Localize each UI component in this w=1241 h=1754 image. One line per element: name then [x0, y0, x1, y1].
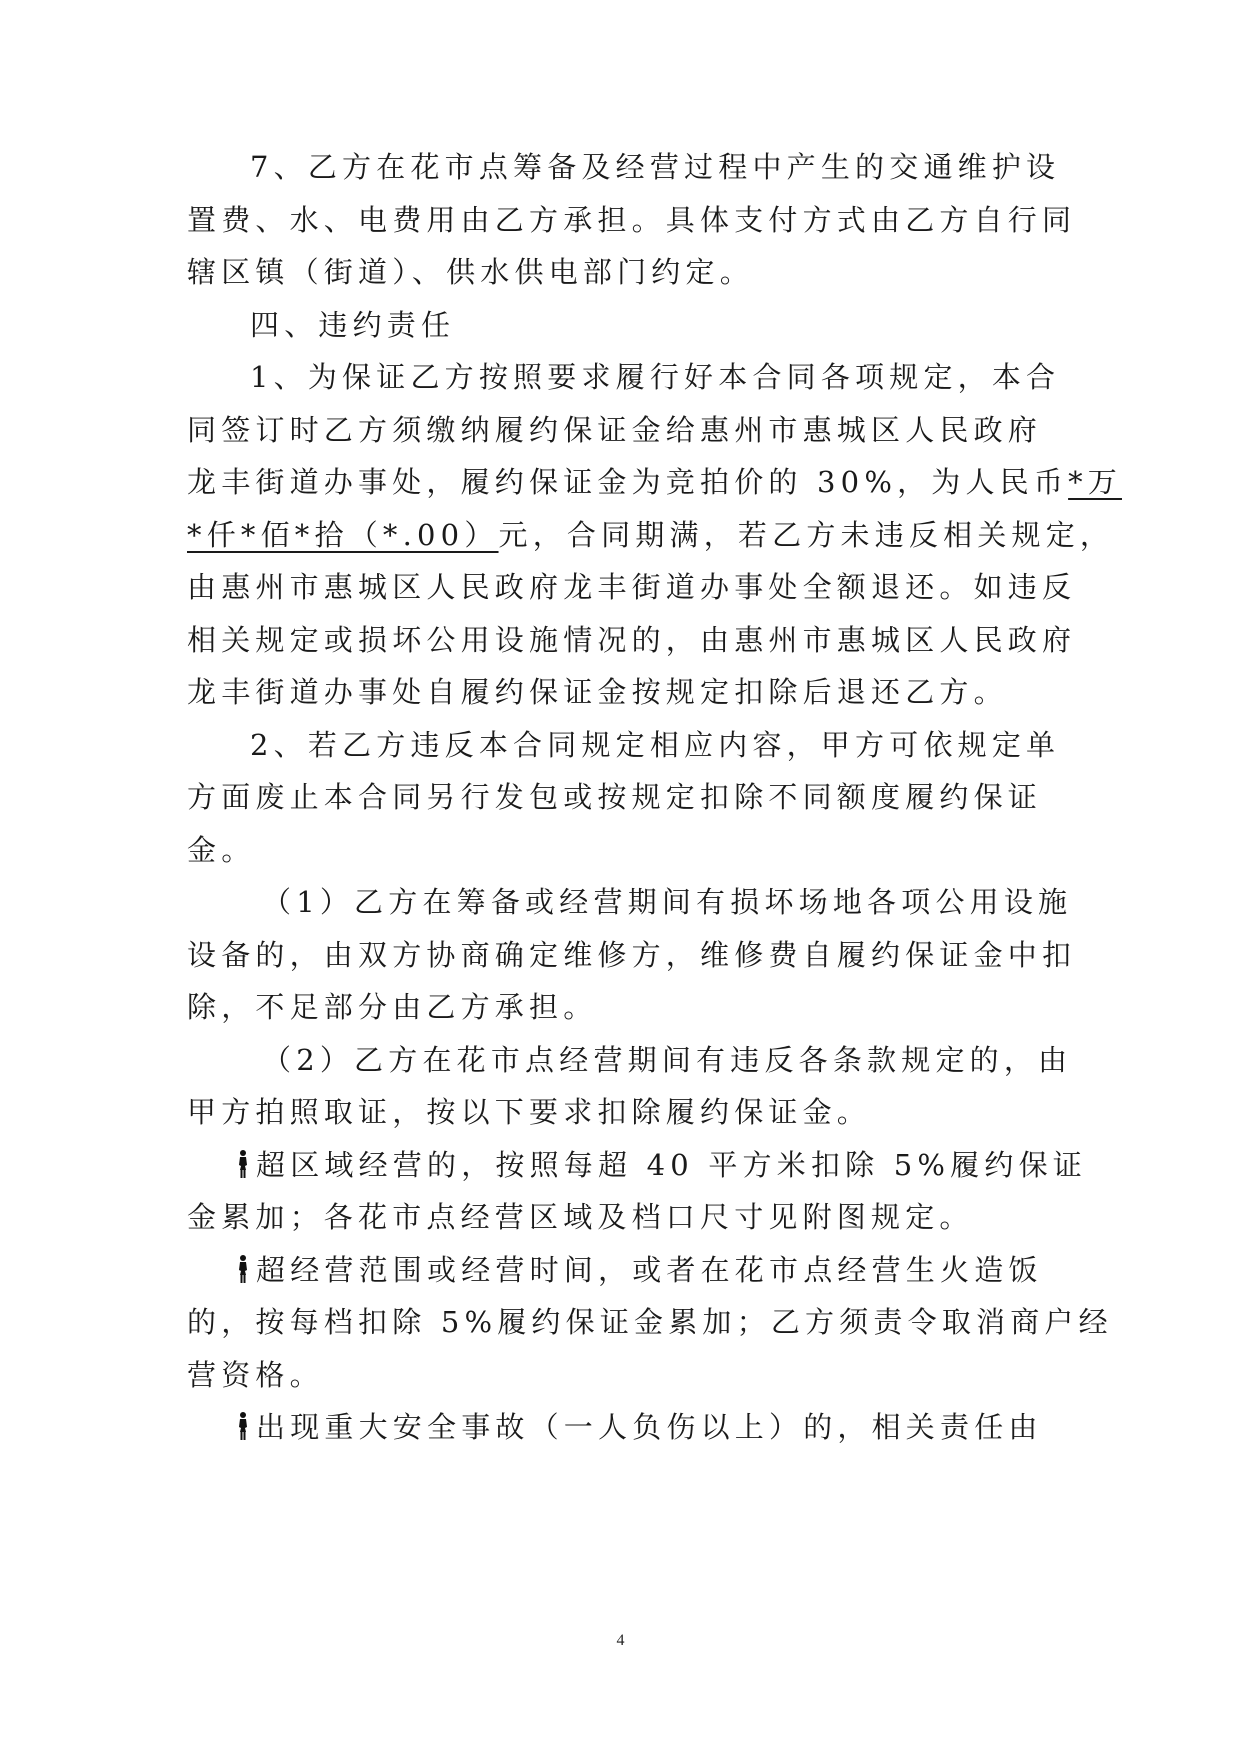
clause-1-line-6: 相关规定或损坏公用设施情况的，由惠州市惠城区人民政府	[187, 623, 1077, 657]
page-number: 4	[616, 1632, 625, 1649]
deposit-amount-blank-1: *万	[1068, 465, 1122, 499]
item-2-line-2: 甲方拍照取证，按以下要求扣除履约保证金。	[187, 1095, 872, 1129]
person-figure-icon	[236, 1411, 250, 1441]
bullet-item-2-line-3: 营资格。	[187, 1358, 324, 1392]
clause-2-line-2: 方面废止本合同另行发包或按规定扣除不同额度履约保证	[187, 780, 1043, 814]
item-1-line-2: 设备的，由双方协商确定维修方，维修费自履约保证金中扣	[187, 938, 1077, 972]
clause-1-line-1: 1、为保证乙方按照要求履行好本合同各项规定，本合	[250, 360, 1061, 394]
clause-1-line-3	[187, 462, 1122, 502]
clause-1-line-7: 龙丰街道办事处自履约保证金按规定扣除后退还乙方。	[187, 675, 1008, 709]
clause-2-line-1: 2、若乙方违反本合同规定相应内容，甲方可依规定单	[250, 728, 1061, 762]
person-figure-icon	[236, 1149, 250, 1179]
clause-1-line-5: 由惠州市惠城区人民政府龙丰街道办事处全额退还。如违反	[187, 570, 1077, 604]
clause-7-line-1: 7、乙方在花市点筹备及经营过程中产生的交通维护设	[250, 150, 1061, 184]
bullet-item-1-line-1	[236, 1145, 1106, 1185]
deposit-amount-blank-2: *仟*佰*拾（*.00）	[187, 518, 499, 552]
item-2-line-1: （2）乙方在花市点经营期间有违反各条款规定的，由	[262, 1043, 1073, 1077]
clause-1-line-4	[187, 515, 1115, 555]
clause-1-line-4-text: 元，合同期满，若乙方未违反相关规定，	[498, 518, 1115, 552]
item-1-line-1: （1）乙方在筹备或经营期间有损坏场地各项公用设施	[262, 885, 1073, 919]
clause-1-line-3-text: 龙丰街道办事处，履约保证金为竞拍价的 30%，为人民币	[187, 465, 1069, 499]
bullet-item-3-line-1	[236, 1407, 1106, 1447]
item-1-line-3: 除，不足部分由乙方承担。	[187, 990, 598, 1024]
bullet-item-2-text: 超经营范围或经营时间，或者在花市点经营生火造饭	[256, 1253, 1043, 1287]
bullet-item-1-line-2: 金累加；各花市点经营区域及档口尺寸见附图规定。	[187, 1200, 974, 1234]
clause-1-line-2: 同签订时乙方须缴纳履约保证金给惠州市惠城区人民政府	[187, 413, 1043, 447]
clause-2-line-3: 金。	[187, 833, 256, 867]
section-heading-breach-liability: 四、违约责任	[250, 308, 456, 342]
clause-7-line-2: 置费、水、电费用由乙方承担。具体支付方式由乙方自行同	[187, 203, 1077, 237]
bullet-item-2-line-2: 的，按每档扣除 5%履约保证金累加；乙方须责令取消商户经	[187, 1305, 1113, 1339]
bullet-item-3-text: 出现重大安全事故（一人负伤以上）的，相关责任由	[256, 1410, 1043, 1444]
bullet-item-2-line-1	[236, 1250, 1106, 1290]
clause-7-line-3: 辖区镇（街道）、供水供电部门约定。	[187, 255, 754, 289]
bullet-item-1-text: 超区域经营的，按照每超 40 平方米扣除 5%履约保证	[256, 1148, 1087, 1182]
person-figure-icon	[236, 1254, 250, 1284]
